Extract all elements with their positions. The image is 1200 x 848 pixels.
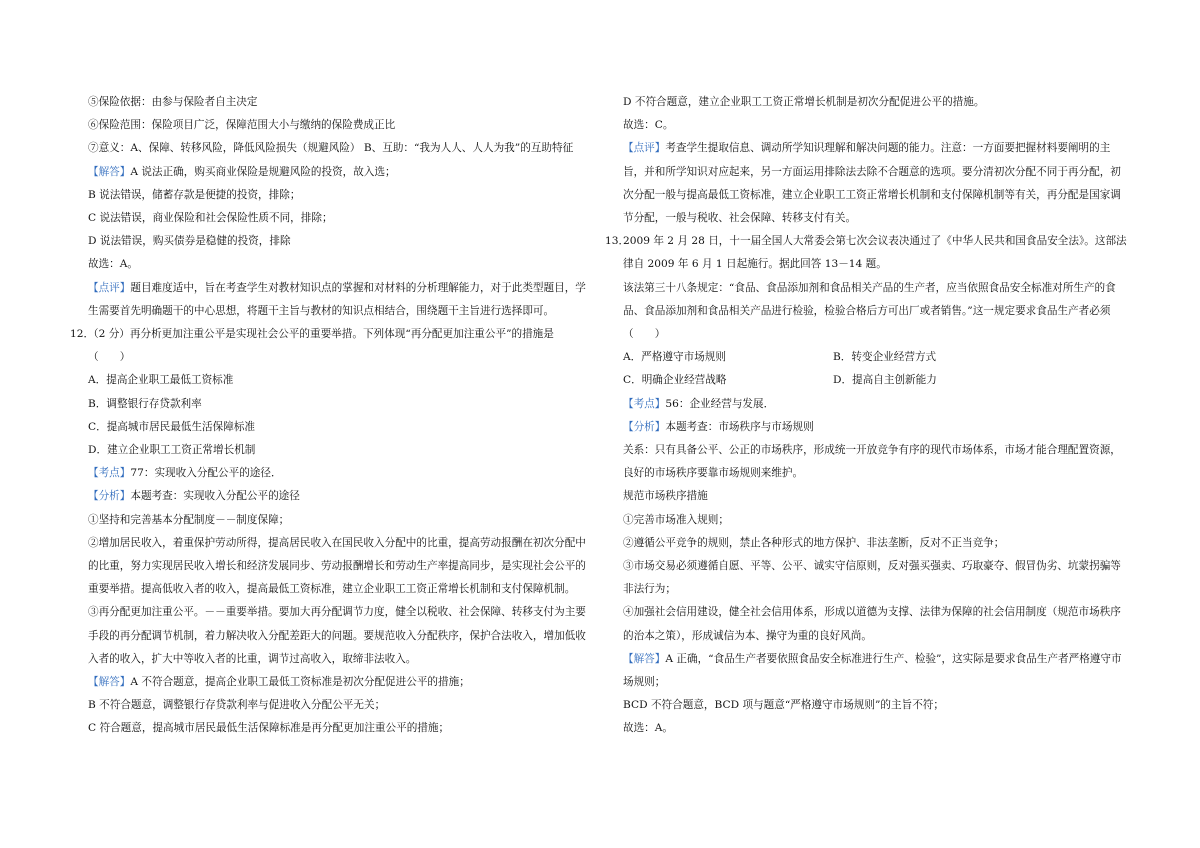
kaodian-text: 77：实现收入分配公平的途径． bbox=[130, 467, 282, 480]
comment-line bbox=[88, 277, 593, 300]
question-number: 12． bbox=[70, 328, 95, 341]
text-line: ⑥保险范围：保险项目广泛，保障范围大小与缴纳的保险费成正比 bbox=[88, 119, 396, 132]
text-line: 重要举措。提高低收入者的收入，提高最低工资标准，建立企业职工工资正常增长机制和支付保障机制。 bbox=[88, 583, 576, 596]
kaodian-tag: 【考点】 bbox=[623, 397, 666, 410]
kaodian-line bbox=[623, 393, 1133, 416]
comment-text: 题目难度适中，旨在考查学生对教材知识点的掌握和对材料的分析理解能力，对于此类型题目，学 bbox=[130, 281, 586, 294]
question-13-stem bbox=[605, 230, 1133, 253]
right-column bbox=[605, 91, 1133, 741]
text-line: 入者的收入，扩大中等收入者的比重，调节过高收入，取缔非法收入。 bbox=[88, 652, 417, 665]
options-row bbox=[623, 369, 1133, 392]
text-line: 该法第三十八条规定：“食品、食品添加剂和食品相关产品的生产者，应当依照食品安全标准对所生产的食 bbox=[623, 281, 1116, 294]
option-a: A．提高企业职工最低工资标准 bbox=[88, 374, 234, 387]
answer-paren: （ ） bbox=[88, 351, 131, 364]
text-line: 非法行为； bbox=[623, 583, 676, 596]
answer-line bbox=[88, 671, 593, 694]
text-line: 场规则； bbox=[623, 676, 666, 689]
text-line: 手段的再分配调节机制，着力解决收入分配差距大的问题。要规范收入分配秩序，保护合法收入，增加低收 bbox=[88, 629, 586, 642]
text-line: C 符合题意，提高城市居民最低生活保障标准是再分配更加注重公平的措施； bbox=[88, 722, 450, 735]
text-line: ⑦意义：A、保障、转移风险，降低风险损失（规避风险） B、互助：“我为人人、人人为我”的互助特征 bbox=[88, 142, 574, 155]
option-d: D．建立企业职工工资正常增长机制 bbox=[88, 444, 256, 457]
text-line: 节分配，一般与税收、社会保障、转移支付有关。 bbox=[623, 212, 857, 225]
text-line: 关系：只有具备公平、公正的市场秩序，形成统一开放竞争有序的现代市场体系，市场才能合理配置资源， bbox=[623, 444, 1121, 457]
option-c: C．明确企业经营战略 bbox=[623, 374, 727, 387]
text-line: 次分配一般与提高最低工资标准，建立企业职工工资正常增长机制和支付保障机制等有关，再分配是国家调 bbox=[623, 188, 1121, 201]
text-line: 的比重，努力实现居民收入增长和经济发展同步、劳动报酬增长和劳动生产率提高同步，是实现社会公平的 bbox=[88, 560, 586, 573]
text-line: 旨，并和所学知识对应起来，另一方面运用排除法去除不合题意的选项。要分清初次分配不同于再分配，初 bbox=[623, 165, 1121, 178]
option-a: A．严格遵守市场规则 bbox=[623, 351, 726, 364]
text-line: 故选：C。 bbox=[623, 119, 674, 132]
text-line: 律自 2009 年 6 月 1 日起施行。据此回答 13－14 题。 bbox=[623, 258, 887, 271]
question-number: 13． bbox=[605, 235, 630, 248]
text-line: ⑤保险依据：由参与保险者自主决定 bbox=[88, 96, 258, 108]
text-line: 良好的市场秩序要靠市场规则来维护。 bbox=[623, 467, 804, 480]
answer-tag: 【解答】 bbox=[623, 652, 666, 665]
text-line: 故选：A。 bbox=[88, 258, 139, 271]
text-line: ④加强社会信用建设，健全社会信用体系，形成以道德为支撑、法律为保障的社会信用制度（规范市场秩序 bbox=[623, 606, 1121, 619]
text-line: 规范市场秩序措施 bbox=[623, 490, 708, 503]
question-12-stem bbox=[70, 323, 593, 346]
answer-text: A 不符合题意，提高企业职工最低工资标准是初次分配促进公平的措施； bbox=[130, 676, 470, 689]
answer-line bbox=[623, 648, 1133, 671]
text-line: B 不符合题意，调整银行存贷款利率与促进收入分配公平无关； bbox=[88, 699, 386, 712]
text-line: BCD 不符合题意，BCD 项与题意“严格遵守市场规则”的主旨不符； bbox=[623, 699, 944, 712]
analysis-text: 本题考查：实现收入分配公平的途径 bbox=[130, 490, 300, 503]
text-line: D 不符合题意，建立企业职工工资正常增长机制是初次分配促进公平的措施。 bbox=[623, 96, 985, 108]
text-line: C 说法错误，商业保险和社会保险性质不同，排除； bbox=[88, 212, 333, 225]
comment-line bbox=[623, 137, 1133, 160]
answer-line bbox=[88, 161, 593, 184]
question-text: （2 分）再分析更加注重公平是实现社会公平的重要举措。下列体现“再分配更加注重公平”的措施是 bbox=[88, 328, 554, 341]
analysis-tag: 【分析】 bbox=[88, 490, 131, 503]
question-text: 2009 年 2 月 28 日，十一届全国人大常委会第七次会议表决通过了《中华人民共和国食品安全法》。这部法 bbox=[623, 235, 1127, 248]
answer-paren: （ ） bbox=[623, 328, 666, 341]
text-line: 故选：A。 bbox=[623, 722, 674, 735]
text-line: ③再分配更加注重公平。－－重要举措。要加大再分配调节力度，健全以税收、社会保障、转移支付为主要 bbox=[88, 606, 586, 619]
text-line: ①坚持和完善基本分配制度－－制度保障； bbox=[88, 513, 290, 526]
analysis-line bbox=[88, 485, 593, 508]
text-line: 生需要首先明确题干的中心思想，将题干主旨与教材的知识点相结合，围绕题干主旨进行选择即可。 bbox=[88, 304, 555, 317]
text-line: D 说法错误，购买债券是稳健的投资，排除 bbox=[88, 235, 291, 248]
text-line: 的治本之策），形成诚信为本、操守为重的良好风尚。 bbox=[623, 629, 872, 642]
kaodian-tag: 【考点】 bbox=[88, 467, 131, 480]
kaodian-line bbox=[88, 462, 593, 485]
text-line: ②遵循公平竞争的规则，禁止各种形式的地方保护、非法垄断，反对不正当竞争； bbox=[623, 536, 1005, 549]
option-d: D．提高自主创新能力 bbox=[833, 374, 937, 387]
answer-text: A 正确，“食品生产者要依照食品安全标准进行生产、检验”，这实际是要求食品生产者严格遵守市 bbox=[665, 652, 1122, 665]
text-line: ③市场交易必须遵循自愿、平等、公平、诚实守信原则，反对强买强卖、巧取豪夺、假冒伪劣、坑蒙拐骗等 bbox=[623, 560, 1121, 573]
analysis-line bbox=[623, 416, 1133, 439]
text-line: 品、食品添加剂和食品相关产品进行检验，检验合格后方可出厂或者销售。”这一规定要求食品生产者必须 bbox=[623, 304, 1111, 317]
analysis-text: 本题考查：市场秩序与市场规则 bbox=[665, 420, 814, 433]
option-b: B．转变企业经营方式 bbox=[833, 351, 937, 364]
comment-tag: 【点评】 bbox=[623, 142, 666, 155]
kaodian-text: 56：企业经营与发展． bbox=[665, 397, 775, 410]
options-row bbox=[623, 346, 1133, 369]
comment-tag: 【点评】 bbox=[88, 281, 131, 294]
answer-text: A 说法正确，购买商业保险是规避风险的投资，故入选； bbox=[130, 165, 396, 178]
comment-text: 考查学生提取信息、调动所学知识理解和解决问题的能力。注意：一方面要把握材料要阐明的主 bbox=[665, 142, 1111, 155]
text-line: ②增加居民收入，着重保护劳动所得，提高居民收入在国民收入分配中的比重，提高劳动报酬在初次分配中 bbox=[88, 536, 586, 549]
option-c: C．提高城市居民最低生活保障标准 bbox=[88, 420, 256, 433]
text-line: ①完善市场准入规则； bbox=[623, 513, 729, 526]
text-line: B 说法错误，储蓄存款是便捷的投资，排除； bbox=[88, 188, 301, 201]
analysis-tag: 【分析】 bbox=[623, 420, 666, 433]
answer-tag: 【解答】 bbox=[88, 165, 131, 178]
answer-tag: 【解答】 bbox=[88, 676, 131, 689]
option-b: B．调整银行存贷款利率 bbox=[88, 397, 202, 410]
left-column bbox=[70, 91, 593, 741]
